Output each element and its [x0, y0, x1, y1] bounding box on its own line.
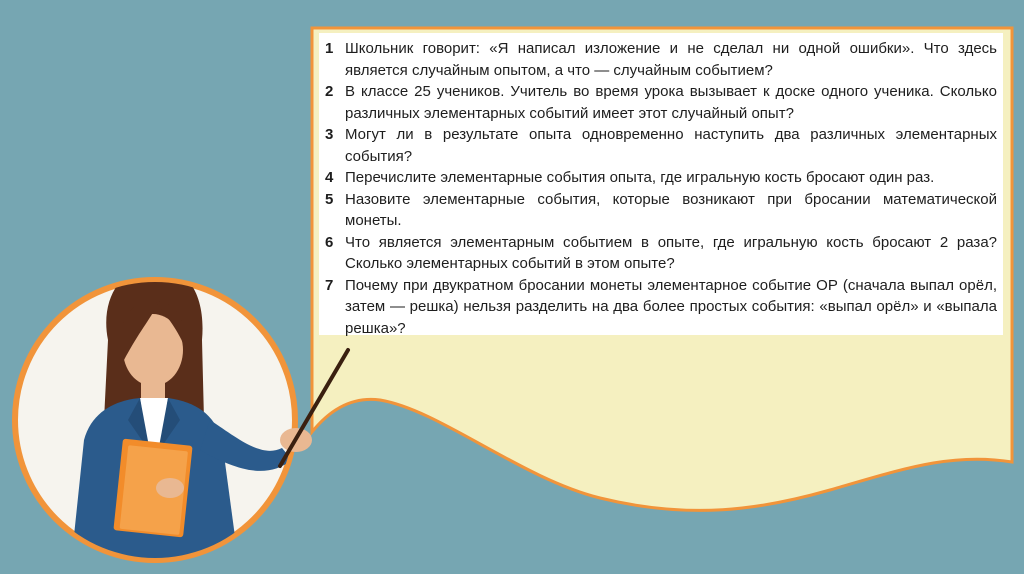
question-text: В классе 25 учеников. Учитель во время урока вызывает к доске одного ученика. Сколько различных элементарных событий имеет этот случайный опыт?	[345, 83, 997, 122]
question-number: 2	[325, 83, 334, 100]
question-text: Что является элементарным событием в опыте, где игральную кость бросают 2 раза? Сколько элементарных событий в этом опыте?	[345, 233, 997, 272]
question-text: Школьник говорит: «Я написал изложение и не сделал ни одной ошибки». Что здесь является случайным опытом, а что — случайным событием?	[345, 40, 997, 79]
question-text: Перечислите элементарные события опыта, где игральную кость бросают один раз.	[345, 169, 935, 186]
question-number: 6	[325, 233, 334, 251]
question-number: 1	[325, 40, 334, 57]
question-number: 7	[325, 276, 334, 294]
question-number: 5	[325, 190, 334, 208]
question-text: Почему при двукратном бросании монеты элементарное событие ОР (сначала выпал орёл, затем — решка) нельзя разделить на два более простых события: «выпал орёл» и «выпала решка»?	[345, 276, 997, 337]
question-number: 3	[325, 126, 334, 143]
question-number: 4	[325, 169, 334, 186]
question-text: Назовите элементарные события, которые возникают при бросании математической монеты.	[345, 190, 997, 229]
question-text: Могут ли в результате опыта одновременно наступить два различных элементарных события?	[345, 126, 997, 165]
